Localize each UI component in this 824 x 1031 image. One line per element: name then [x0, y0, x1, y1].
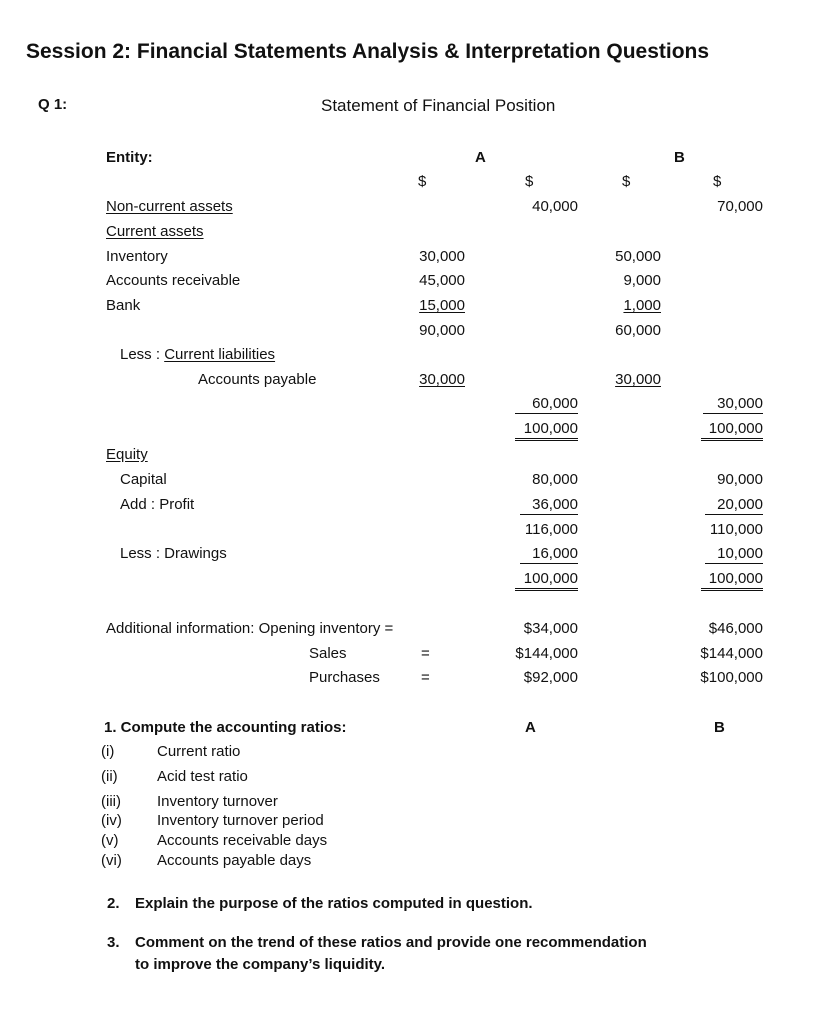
- ratio-num: (iii): [101, 793, 121, 810]
- ratio-num: (v): [101, 832, 119, 849]
- subtotal-a: 116,000: [524, 521, 578, 538]
- currency-b-sub: $: [622, 173, 631, 190]
- drawings-a: 16,000: [520, 545, 578, 564]
- non-current-assets-b: 70,000: [717, 198, 763, 215]
- sales-b: $144,000: [700, 645, 763, 662]
- capital-label: Capital: [120, 471, 167, 488]
- question-1-col-b: B: [714, 719, 725, 736]
- accounts-receivable-label: Accounts receivable: [106, 272, 241, 289]
- ratio-label: Acid test ratio: [157, 768, 248, 785]
- accounts-receivable-b: 9,000: [623, 272, 661, 289]
- net-assets-a: 100,000: [515, 420, 578, 441]
- current-assets-total-a: 90,000: [419, 322, 465, 339]
- accounts-payable-b: 30,000: [615, 371, 661, 388]
- currency-a-sub: $: [418, 173, 427, 190]
- entity-a-heading: A: [475, 149, 486, 166]
- accounts-payable-a: 30,000: [419, 371, 465, 388]
- capital-a: 80,000: [532, 471, 578, 488]
- capital-b: 90,000: [717, 471, 763, 488]
- non-current-assets-a: 40,000: [532, 198, 578, 215]
- less-current-liabilities: [120, 346, 275, 363]
- bank-b: 1,000: [623, 297, 661, 314]
- opening-inventory-b: $46,000: [708, 620, 763, 637]
- purchases-a: $92,000: [523, 669, 578, 686]
- question-3-line-2: to improve the company’s liquidity.: [135, 956, 386, 973]
- bank-a: 15,000: [419, 297, 465, 314]
- question-2-num: 2.: [107, 895, 120, 912]
- question-label: Q 1:: [38, 96, 68, 113]
- ratio-num: (ii): [101, 768, 118, 785]
- question-3-line-1: Comment on the trend of these ratios and provide one recommendation: [135, 934, 647, 951]
- equity-label: Equity: [106, 446, 148, 463]
- equity-total-a: 100,000: [515, 570, 578, 591]
- inventory-b: 50,000: [615, 248, 661, 265]
- net-current-b: 30,000: [703, 395, 763, 414]
- entity-b-heading: B: [674, 149, 685, 166]
- purchases-b: $100,000: [700, 669, 763, 686]
- currency-a-total: $: [525, 173, 534, 190]
- drawings-b: 10,000: [705, 545, 763, 564]
- profit-b: 20,000: [705, 496, 763, 515]
- page-title: Session 2: Financial Statements Analysis & Interpretation Questions: [26, 40, 710, 63]
- less-drawings-label: Less : Drawings: [120, 545, 227, 562]
- net-assets-b: 100,000: [701, 420, 763, 441]
- add-profit-label: Add : Profit: [120, 496, 195, 513]
- accounts-receivable-a: 45,000: [419, 272, 465, 289]
- less-prefix: Less :: [120, 346, 165, 363]
- bank-label: Bank: [106, 297, 141, 314]
- statement-title: Statement of Financial Position: [321, 96, 556, 115]
- ratio-num: (iv): [101, 812, 122, 829]
- equity-total-b: 100,000: [701, 570, 763, 591]
- additional-info-label: Additional information: Opening inventory =: [106, 620, 394, 637]
- current-assets-total-b: 60,000: [615, 322, 661, 339]
- accounts-payable-label: Accounts payable: [198, 371, 317, 388]
- ratio-label: Inventory turnover period: [157, 812, 324, 829]
- inventory-a: 30,000: [419, 248, 465, 265]
- sales-a: $144,000: [515, 645, 578, 662]
- ratio-label: Current ratio: [157, 743, 241, 760]
- inventory-label: Inventory: [106, 248, 168, 265]
- question-2-text: Explain the purpose of the ratios computed in question.: [135, 895, 533, 912]
- entity-label: Entity:: [106, 149, 153, 166]
- ratio-num: (i): [101, 743, 115, 760]
- purchases-equals: =: [421, 669, 430, 686]
- question-1-col-a: A: [525, 719, 536, 736]
- opening-inventory-a: $34,000: [523, 620, 578, 637]
- ratio-num: (vi): [101, 852, 122, 869]
- net-current-a: 60,000: [515, 395, 578, 414]
- profit-a: 36,000: [520, 496, 578, 515]
- ratio-label: Inventory turnover: [157, 793, 278, 810]
- current-assets-label: Current assets: [106, 223, 204, 240]
- non-current-assets-label: Non-current assets: [106, 198, 233, 215]
- question-3-num: 3.: [107, 934, 120, 951]
- ratio-label: Accounts payable days: [157, 852, 312, 869]
- current-liabilities-label: Current liabilities: [164, 346, 276, 363]
- purchases-label: Purchases: [309, 669, 380, 686]
- currency-b-total: $: [713, 173, 722, 190]
- question-1-text: 1. Compute the accounting ratios:: [104, 719, 347, 736]
- subtotal-b: 110,000: [709, 521, 763, 538]
- ratio-label: Accounts receivable days: [157, 832, 328, 849]
- sales-equals: =: [421, 645, 430, 662]
- sales-label: Sales: [309, 645, 347, 662]
